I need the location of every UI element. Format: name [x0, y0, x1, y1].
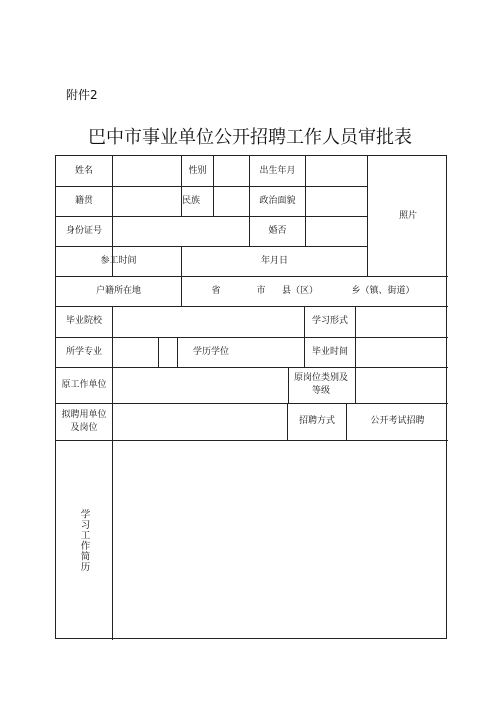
col-line	[288, 367, 289, 403]
political-status-field[interactable]	[306, 186, 367, 216]
degree-field[interactable]	[244, 337, 304, 367]
id-number-field[interactable]	[113, 216, 249, 246]
household-county: 县（区）	[281, 285, 318, 296]
label-resume	[56, 440, 112, 640]
annex-label: 附件2	[66, 88, 98, 102]
label-ethnicity: 民族	[182, 195, 201, 206]
household-province: 省	[211, 285, 221, 296]
resume-label-text: 学习工作简历	[78, 508, 90, 572]
label-name: 姓名	[74, 165, 93, 176]
label-id-number: 身份证号	[65, 225, 102, 236]
recruit-method-value: 公开考试招聘	[370, 416, 425, 426]
gender-field[interactable]	[214, 156, 249, 186]
school-field[interactable]	[113, 306, 304, 337]
resume-field[interactable]	[113, 440, 448, 638]
name-field[interactable]	[113, 156, 181, 186]
target-unit-field[interactable]	[113, 403, 287, 440]
label-political-status: 政治面貌	[259, 195, 296, 206]
label-recruit-method: 招聘方式	[298, 416, 335, 426]
study-mode-field[interactable]	[356, 306, 448, 337]
photo-box[interactable]: 照片	[398, 210, 417, 221]
label-work-start: 参工时间	[100, 255, 137, 266]
label-target-unit: 拟聘用单位及岗位	[61, 409, 107, 433]
label-orig-post-class: 原岗位类别及等级	[293, 373, 348, 396]
label-grad-time: 毕业时间	[311, 346, 348, 357]
label-native-place: 籍贯	[74, 195, 93, 206]
orig-post-class-field[interactable]	[356, 367, 448, 403]
label-study-mode: 学习形式	[311, 316, 348, 326]
ethnicity-field[interactable]	[214, 186, 249, 216]
approval-form-table	[55, 155, 447, 639]
major-field[interactable]	[113, 337, 158, 367]
birth-field[interactable]	[306, 156, 367, 186]
label-major: 所学专业	[65, 346, 102, 357]
native-place-field[interactable]	[113, 186, 181, 216]
label-birth: 出生年月	[259, 165, 296, 176]
marital-field[interactable]	[306, 216, 367, 246]
household-city: 市	[256, 285, 266, 296]
label-household: 户籍所在地	[95, 285, 141, 296]
label-orig-unit: 原工作单位	[61, 379, 107, 390]
grad-time-field[interactable]	[356, 337, 448, 367]
col-line	[158, 337, 159, 367]
label-school: 毕业院校	[65, 316, 102, 326]
form-title: 巴中市事业单位公开招聘工作人员审批表	[88, 127, 412, 148]
orig-unit-field[interactable]	[113, 367, 288, 403]
label-gender: 性别	[188, 165, 207, 176]
label-marital: 婚否	[268, 225, 287, 236]
work-start-field[interactable]: 年月日	[260, 255, 288, 266]
household-town: 乡（镇、街道）	[351, 285, 415, 296]
label-degree: 学历学位	[192, 346, 229, 357]
